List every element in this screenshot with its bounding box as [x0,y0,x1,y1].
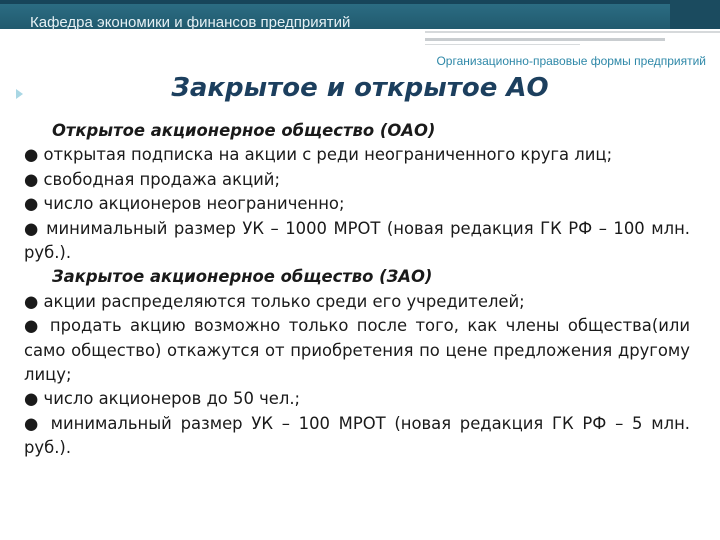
zao-item: ● число акционеров до 50 чел.; [24,389,301,409]
zao-item: ● продать акцию возможно только после того, как члены общества(или само общество) откажутся от приобретения по цене предложения другому лицу; [24,316,690,385]
oao-item: ● свободная продажа акций; [24,169,280,189]
zao-item: ● минимальный размер УК – 100 МРОТ (новая редакция ГК РФ – 5 млн. руб.). [24,413,690,458]
slide-title: Закрытое и открытое АО [171,73,549,103]
oao-item: ● минимальный размер УК – 1000 МРОТ (новая редакция ГК РФ – 100 млн. руб.). [24,218,690,263]
header-accent [670,0,720,29]
zao-item: ● акции распределяются только среди его учредителей; [24,291,525,311]
oao-heading: Открытое акционерное общество (ОАО) [52,121,436,140]
header-stripe [0,0,720,4]
zao-heading: Закрытое акционерное общество (ЗАО) [52,267,433,287]
decor-rule [425,38,665,41]
topic-subtitle: Организационно-правовые формы предприятий [436,54,706,68]
oao-item: ● число акционеров неограниченно; [24,194,345,214]
decor-rule [425,44,580,45]
oao-item: ● открытая подписка на акции с реди неограниченного круга лиц; [24,145,613,165]
slide-content [24,119,690,461]
decor-rule [425,31,720,33]
department-title: Кафедра экономики и финансов предприятий [30,14,351,31]
